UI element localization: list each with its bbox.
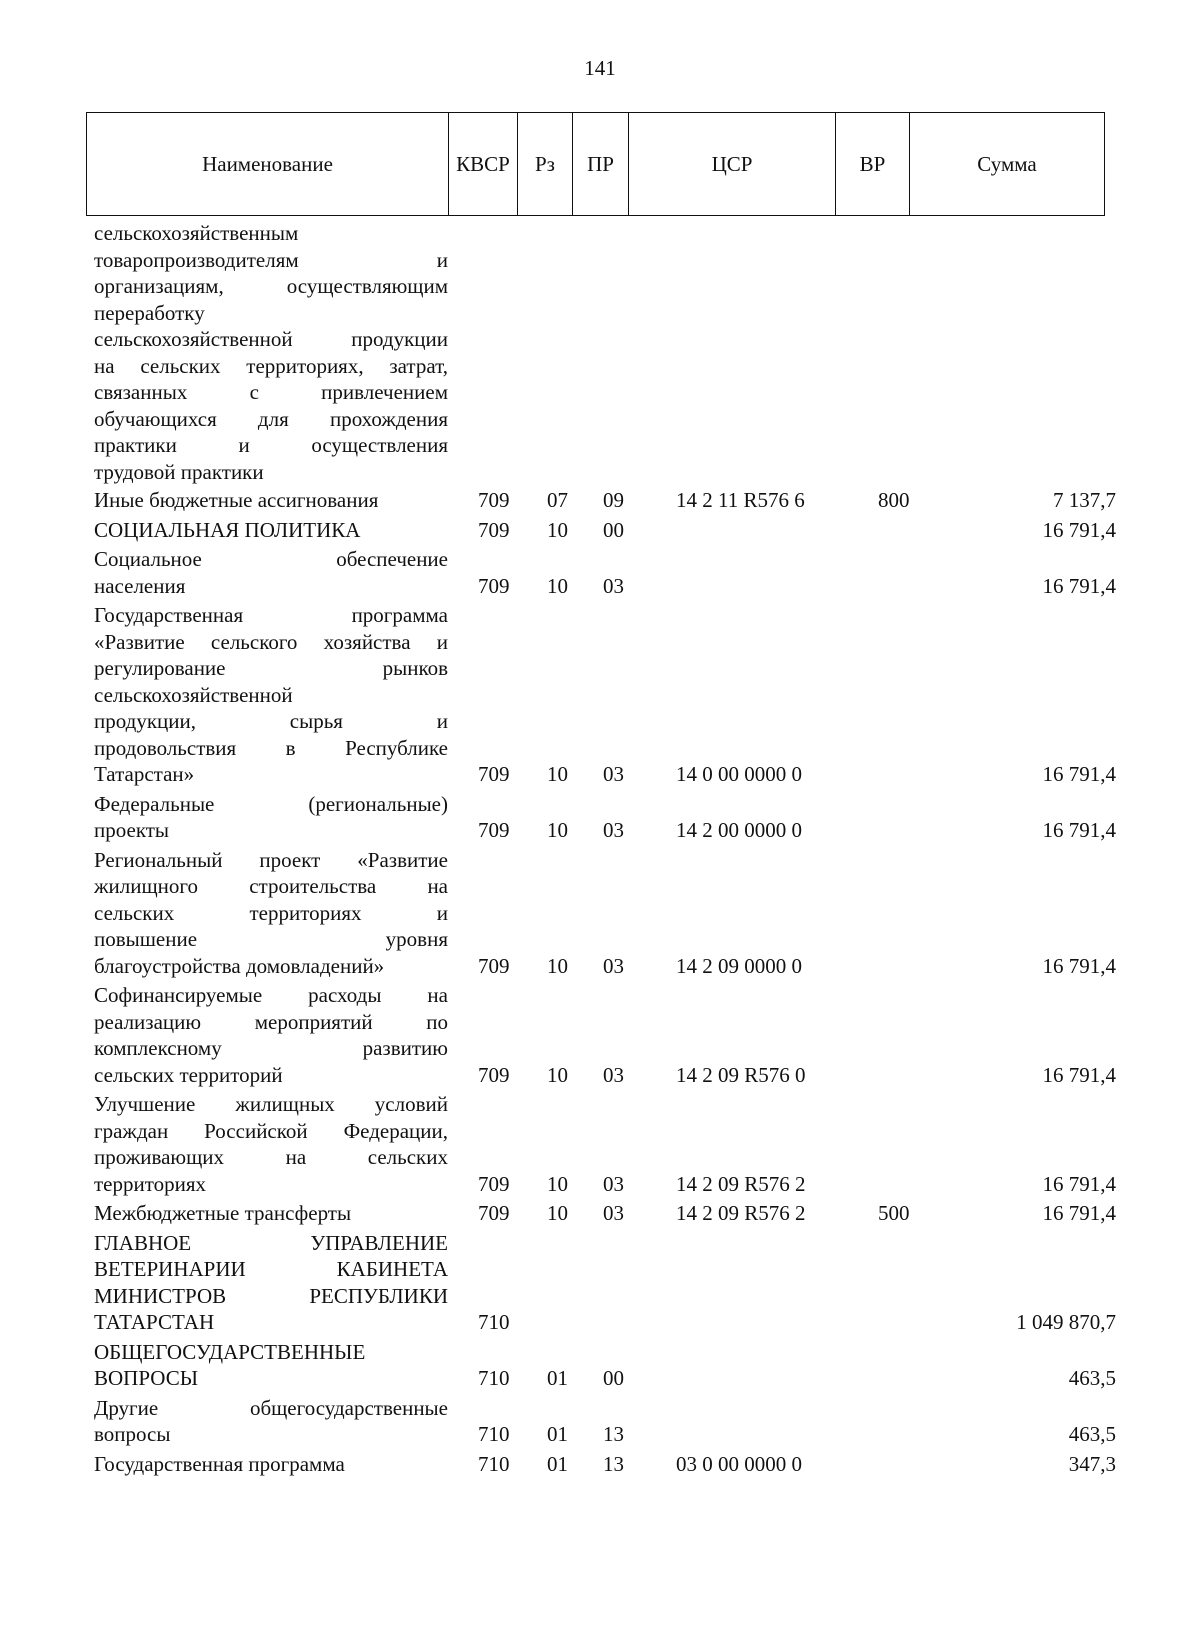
column-header-csr: ЦСР xyxy=(629,113,836,216)
row-rz: 10 xyxy=(547,1201,568,1225)
row-name-line: сельских территориях и xyxy=(94,900,448,925)
row-name-line: сельскохозяйственной продукции xyxy=(94,327,448,351)
row-sum: 16 791,4 xyxy=(1042,953,1116,978)
row-name-line: комплексному развитию xyxy=(94,1036,448,1060)
row-pr: 13 xyxy=(603,1422,624,1446)
row-pr: 13 xyxy=(603,1451,624,1476)
row-rz: 01 xyxy=(547,1366,568,1390)
row-rz: 10 xyxy=(547,573,568,598)
row-sum: 16 791,4 xyxy=(1042,1171,1116,1196)
table-row xyxy=(0,517,1200,544)
row-csr: 14 2 00 0000 0 xyxy=(676,818,802,842)
row-name-line: Софинансируемые расходы на xyxy=(94,983,448,1007)
row-kvsr: 709 xyxy=(478,1062,510,1087)
row-name xyxy=(94,1230,448,1336)
table-row xyxy=(0,1451,1200,1478)
row-name-line: населения xyxy=(94,573,186,598)
row-rz: 10 xyxy=(547,762,568,786)
row-rz: 10 xyxy=(547,953,568,978)
row-name-line: ВОПРОСЫ xyxy=(94,1366,199,1390)
row-csr: 14 0 00 0000 0 xyxy=(676,762,802,786)
row-name-line: реализацию мероприятий по xyxy=(94,1009,448,1034)
row-pr: 03 xyxy=(603,762,624,786)
row-rz: 01 xyxy=(547,1422,568,1446)
row-name-line: Федеральные (региональные) xyxy=(94,791,448,816)
row-pr: 09 xyxy=(603,488,624,512)
row-kvsr: 710 xyxy=(478,1310,510,1334)
table-row xyxy=(0,1395,1200,1448)
row-name-line: Межбюджетные трансферты xyxy=(94,1201,352,1225)
row-name-line: граждан Российской Федерации, xyxy=(94,1118,448,1143)
table-row xyxy=(0,847,1200,980)
row-name-line: СОЦИАЛЬНАЯ ПОЛИТИКА xyxy=(94,517,361,542)
row-rz: 10 xyxy=(547,517,568,542)
row-rz: 07 xyxy=(547,488,568,512)
table-body xyxy=(0,216,1200,1477)
row-name xyxy=(94,487,448,514)
row-name xyxy=(94,1451,448,1478)
row-name-line: переработку xyxy=(94,300,205,325)
row-name-line: продукции, сырья и xyxy=(94,709,448,733)
column-header-kvsr: КВСР xyxy=(449,113,518,216)
table-row xyxy=(0,1339,1200,1392)
row-name-line: практики и осуществления xyxy=(94,433,448,457)
row-name xyxy=(94,517,448,544)
row-csr: 14 2 09 R576 0 xyxy=(676,1062,806,1087)
row-name-line: ОБЩЕГОСУДАРСТВЕННЫЕ xyxy=(94,1339,366,1364)
row-kvsr: 709 xyxy=(478,818,510,842)
row-kvsr: 709 xyxy=(478,573,510,598)
row-sum: 16 791,4 xyxy=(1042,573,1116,598)
row-vr: 800 xyxy=(878,488,910,512)
row-name-line: Улучшение жилищных условий xyxy=(94,1092,448,1116)
row-name-line: обучающихся для прохождения xyxy=(94,406,448,431)
row-pr: 03 xyxy=(603,818,624,842)
row-sum: 16 791,4 xyxy=(1042,762,1116,786)
table-row xyxy=(0,602,1200,788)
row-kvsr: 710 xyxy=(478,1366,510,1390)
column-header-vr: ВР xyxy=(836,113,910,216)
row-rz: 01 xyxy=(547,1451,568,1476)
row-name xyxy=(94,1395,448,1448)
table-row xyxy=(0,982,1200,1088)
row-name-line: благоустройства домовладений» xyxy=(94,953,385,978)
row-name-line: Татарстан» xyxy=(94,762,195,786)
row-name-line: Государственная программа xyxy=(94,1451,345,1476)
table-row xyxy=(0,546,1200,599)
row-name xyxy=(94,791,448,844)
row-pr: 00 xyxy=(603,1366,624,1390)
row-sum: 1 049 870,7 xyxy=(1016,1310,1116,1334)
row-kvsr: 709 xyxy=(478,1171,510,1196)
row-csr: 14 2 09 0000 0 xyxy=(676,953,802,978)
page-number: 141 xyxy=(584,56,616,80)
row-kvsr: 710 xyxy=(478,1451,510,1476)
row-name-line: вопросы xyxy=(94,1422,171,1446)
row-name xyxy=(94,1200,448,1227)
row-rz: 10 xyxy=(547,818,568,842)
row-name-line: товаропроизводителям и xyxy=(94,247,448,272)
row-name-line: регулирование рынков xyxy=(94,656,448,680)
table-header xyxy=(86,112,1105,216)
row-name xyxy=(94,220,448,485)
table-row xyxy=(0,220,1200,485)
table-row xyxy=(0,1230,1200,1336)
row-name-line: ВЕТЕРИНАРИИ КАБИНЕТА xyxy=(94,1257,448,1281)
row-pr: 03 xyxy=(603,573,624,598)
row-sum: 16 791,4 xyxy=(1042,818,1116,842)
row-pr: 03 xyxy=(603,1171,624,1196)
row-name-line: Другие общегосударственные xyxy=(94,1395,448,1420)
row-pr: 00 xyxy=(603,517,624,542)
row-name-line: связанных с привлечением xyxy=(94,380,448,404)
row-csr: 14 2 11 R576 6 xyxy=(676,488,805,512)
table-row xyxy=(0,791,1200,844)
row-name-line: трудовой практики xyxy=(94,459,264,484)
row-name-line: ТАТАРСТАН xyxy=(94,1310,215,1334)
row-kvsr: 709 xyxy=(478,517,510,542)
row-sum: 347,3 xyxy=(1068,1451,1116,1476)
row-kvsr: 709 xyxy=(478,762,510,786)
row-name xyxy=(94,847,448,980)
row-sum: 463,5 xyxy=(1068,1422,1116,1446)
row-name-line: Иные бюджетные ассигнования xyxy=(94,488,379,512)
row-name xyxy=(94,1091,448,1197)
row-name-line: продовольствия в Республике xyxy=(94,735,448,760)
column-header-rz: Рз xyxy=(518,113,573,216)
row-name xyxy=(94,546,448,599)
row-name-line: повышение уровня xyxy=(94,927,448,951)
column-header-sum: Сумма xyxy=(910,113,1105,216)
table-row xyxy=(0,1091,1200,1197)
row-sum: 16 791,4 xyxy=(1042,1062,1116,1087)
row-name-line: ГЛАВНОЕ УПРАВЛЕНИЕ xyxy=(94,1230,448,1255)
row-name-line: проекты xyxy=(94,818,170,842)
row-pr: 03 xyxy=(603,1062,624,1087)
row-csr: 14 2 09 R576 2 xyxy=(676,1171,806,1196)
row-sum: 7 137,7 xyxy=(1053,488,1116,512)
row-name-line: сельских территорий xyxy=(94,1062,283,1087)
row-name-line: жилищного строительства на xyxy=(94,874,448,898)
column-header-pr: ПР xyxy=(573,113,629,216)
row-name-line: сельскохозяйственным xyxy=(94,221,299,245)
row-name-line: сельскохозяйственной xyxy=(94,682,293,707)
row-pr: 03 xyxy=(603,1201,624,1225)
row-kvsr: 709 xyxy=(478,953,510,978)
row-vr: 500 xyxy=(878,1201,910,1225)
row-sum: 16 791,4 xyxy=(1042,1201,1116,1225)
row-name-line: МИНИСТРОВ РЕСПУБЛИКИ xyxy=(94,1283,448,1308)
row-name-line: «Развитие сельского хозяйства и xyxy=(94,629,448,654)
table-row xyxy=(0,1200,1200,1227)
row-name-line: территориях xyxy=(94,1171,207,1196)
row-pr: 03 xyxy=(603,953,624,978)
row-name-line: Социальное обеспечение xyxy=(94,547,448,571)
row-csr: 14 2 09 R576 2 xyxy=(676,1201,806,1225)
row-name xyxy=(94,982,448,1088)
row-csr: 03 0 00 0000 0 xyxy=(676,1451,802,1476)
row-kvsr: 710 xyxy=(478,1422,510,1446)
row-name xyxy=(94,602,448,788)
row-name xyxy=(94,1339,448,1392)
row-kvsr: 709 xyxy=(478,488,510,512)
row-rz: 10 xyxy=(547,1062,568,1087)
row-name-line: Государственная программа xyxy=(94,603,448,627)
row-sum: 16 791,4 xyxy=(1042,517,1116,542)
row-kvsr: 709 xyxy=(478,1201,510,1225)
row-name-line: на сельских территориях, затрат, xyxy=(94,353,448,378)
row-sum: 463,5 xyxy=(1068,1366,1116,1390)
row-name-line: проживающих на сельских xyxy=(94,1145,448,1169)
column-header-name: Наименование xyxy=(87,113,449,216)
row-name-line: Региональный проект «Развитие xyxy=(94,847,448,872)
row-name-line: организациям, осуществляющим xyxy=(94,274,448,298)
row-rz: 10 xyxy=(547,1171,568,1196)
table-row xyxy=(0,487,1200,514)
